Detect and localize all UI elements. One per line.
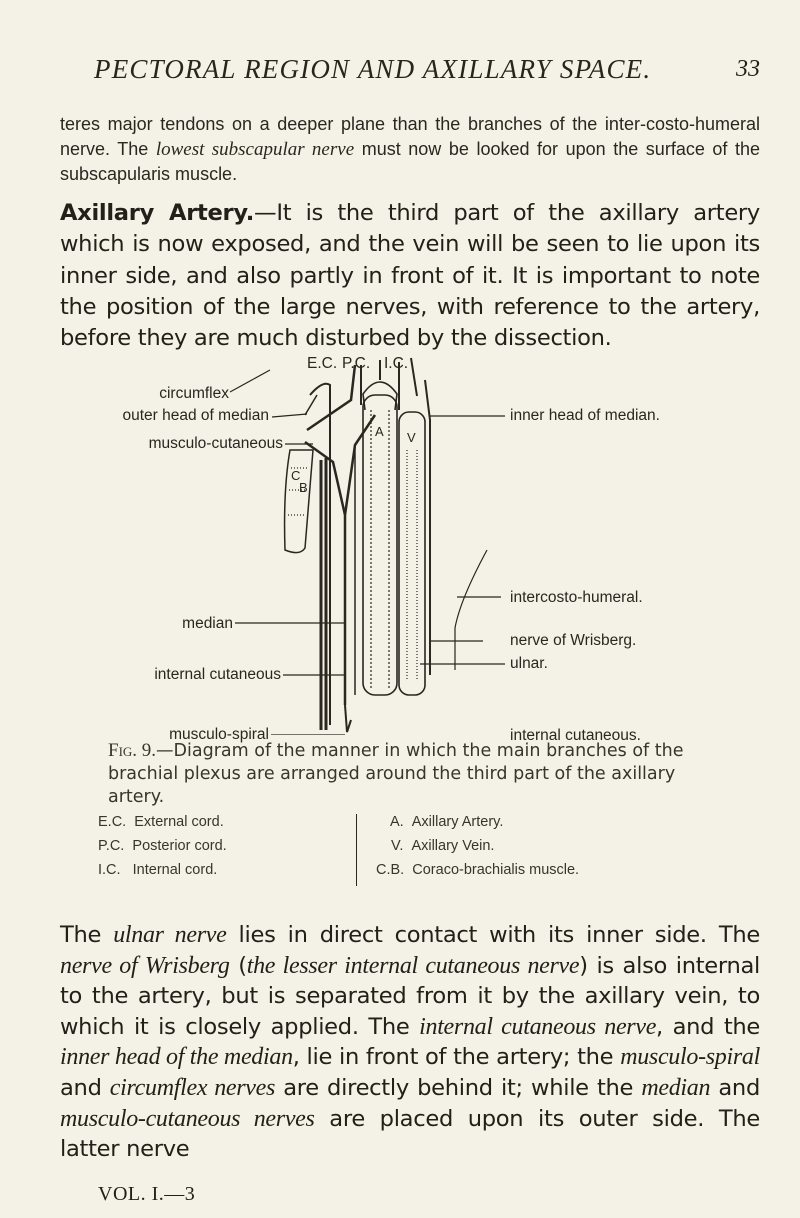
legend-item: I.C. Internal cord. (98, 862, 218, 878)
label-circumflex: circumflex (159, 385, 229, 402)
leader-circumflex (230, 370, 270, 392)
artery-letter-a: A (375, 424, 384, 439)
figure-legend (98, 814, 738, 884)
legend-divider (356, 814, 357, 886)
page-number: 33 (736, 56, 760, 82)
vein-letter-v: V (407, 430, 416, 445)
label-ulnar: ulnar. (510, 655, 548, 672)
label-musculo-spiral: musculo-spiral (169, 726, 269, 743)
caption-fig-number: Fig. 9. (108, 740, 157, 761)
label-median: median (182, 615, 233, 632)
page-header (60, 54, 760, 94)
legend-item: A. Axillary Artery. (390, 814, 504, 830)
cord-label-ec: E.C. (307, 355, 338, 372)
closing-paragraph: The ulnar nerve lies in direct contact with its inner side. The nerve of Wrisberg (the lesser internal cutaneous nerve) is also internal to the artery, but is separated from it by the axillary vein, to which it is closely applied. The internal cutaneous nerve, and the inner head of the median, lie in front of the artery; the musculo-spiral and circumflex nerves are directly behind it; while the median and musculo-cutaneous nerves are placed upon its outer side. The latter nerve (60, 922, 761, 1163)
label-musculo-cutaneous: musculo-cutaneous (148, 435, 283, 452)
label-inner-head-median: inner head of median. (510, 407, 660, 424)
cord-label-ic: I.C. (384, 355, 409, 372)
volume-signature: VOL. I.—3 (98, 1183, 196, 1205)
section-paragraph (60, 198, 760, 354)
axillary-artery (363, 395, 397, 695)
figure-caption (108, 739, 728, 809)
leader-outer-head (272, 414, 307, 417)
label-intercosto-humeral: intercosto-humeral. (510, 589, 643, 606)
label-internal-cutaneous-right: internal cutaneous. (510, 727, 641, 744)
intro-italic: lowest subscapular nerve (155, 138, 355, 160)
figure-brachial-plexus (55, 350, 755, 744)
label-internal-cutaneous-left: internal cutaneous (154, 666, 281, 683)
intro-paragraph (60, 112, 760, 187)
axillary-vein (399, 412, 425, 695)
cb-letter-c: C (291, 468, 301, 483)
caption-text: —Diagram of the manner in which the main branches of the brachial plexus are arranged around the third part of the axillary artery. (108, 741, 684, 807)
coraco-brachialis (285, 450, 313, 553)
intro-text-b: must now be looked for upon the surface of the subscapularis muscle. (60, 138, 760, 185)
intro-text-a: teres major tendons on a deeper plane than the branches of the inter-costo-humeral nerve. The (60, 114, 760, 159)
label-outer-head-median: outer head of median (122, 407, 269, 424)
legend-item: P.C. Posterior cord. (98, 838, 227, 854)
label-nerve-of-wrisberg: nerve of Wrisberg. (510, 632, 637, 649)
legend-item: C.B. Coraco-brachialis muscle. (376, 862, 580, 878)
cb-letter-b: B (299, 480, 308, 495)
legend-item: E.C. External cord. (98, 814, 224, 830)
section-body: —It is the third part of the axillary artery which is now exposed, and the vein will be seen to lie upon its inner side, and also partly in front of it. It is important to note the position of the large nerves, with reference to the artery, before they are much disturbed by the dissection. (60, 200, 760, 352)
running-head: PECTORAL REGION AND AXILLARY SPACE. (94, 54, 652, 84)
intercosto-curve (455, 550, 487, 670)
cord-label-pc: P.C. (342, 355, 371, 372)
legend-item: V. Axillary Vein. (391, 838, 495, 854)
section-heading: Axillary Artery. (60, 200, 255, 226)
